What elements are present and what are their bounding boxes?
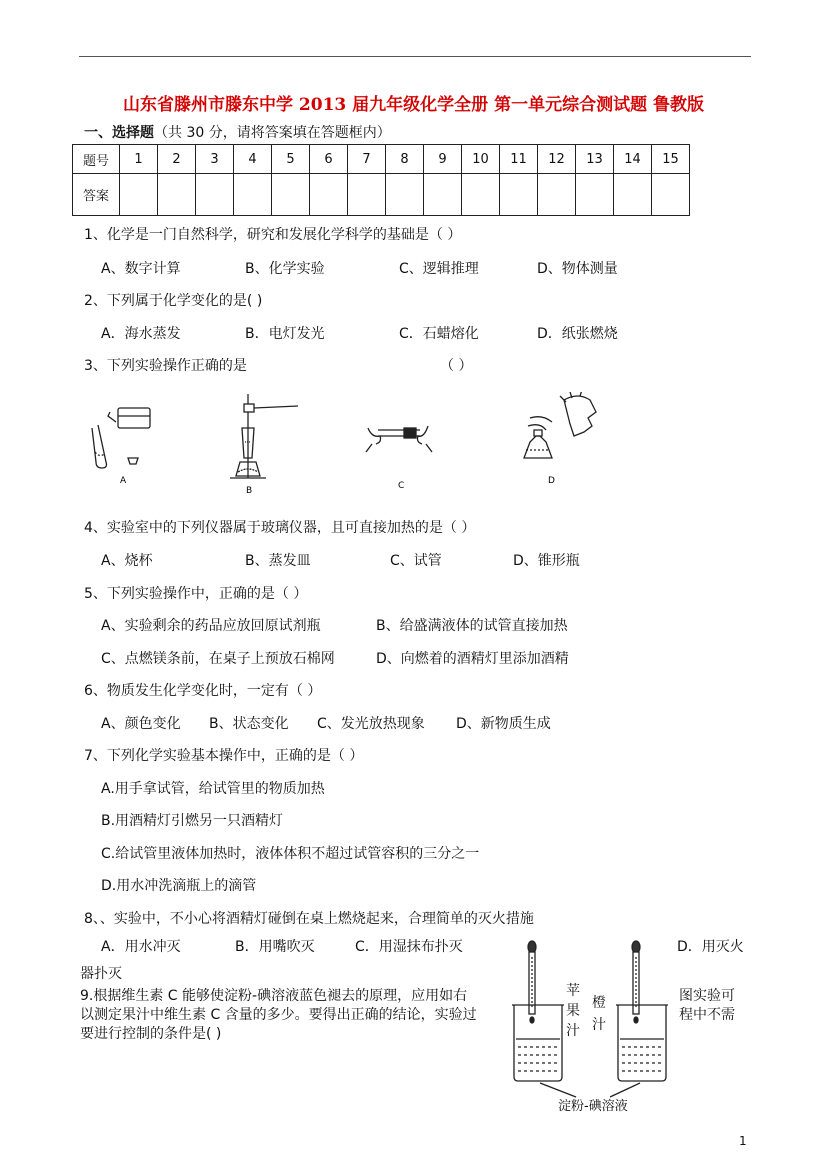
figure-b-illustration <box>230 394 298 478</box>
question-5-option-a: A、实验剩余的药品应放回原试剂瓶 <box>101 618 321 634</box>
question-9-line-3: 要进行控制的条件是( ) <box>80 1026 222 1042</box>
question-5-stem: 5、下列实验操作中，正确的是（ ） <box>84 586 308 602</box>
question-3-stem: 3、下列实验操作正确的是 <box>84 358 247 374</box>
question-3-figures <box>90 392 600 494</box>
question-4-option-b: B、蒸发皿 <box>245 553 311 569</box>
question-8-option-d: D．用灭火 <box>677 939 744 955</box>
answer-cell[interactable] <box>614 174 652 216</box>
table-number-cell: 14 <box>614 145 652 174</box>
starch-iodine-caption: 淀粉-碘溶液 <box>558 1099 628 1114</box>
answer-cell[interactable] <box>310 174 348 216</box>
question-2-stem: 2、下列属于化学变化的是( ) <box>84 293 263 309</box>
answer-cell[interactable] <box>424 174 462 216</box>
table-number-cell: 9 <box>424 145 462 174</box>
figure-a-illustration <box>92 408 150 468</box>
table-number-cell: 10 <box>462 145 500 174</box>
question-9-line-2: 以测定果汁中维生素 C 含量的多少。要得出正确的结论，实验过 <box>80 1007 477 1023</box>
question-5-option-c: C、点燃镁条前，在桌子上预放石棉网 <box>101 651 335 667</box>
question-2-option-c: C．石蜡熔化 <box>399 326 479 342</box>
question-2-option-d: D．纸张燃烧 <box>537 326 618 342</box>
section-heading <box>84 122 391 142</box>
question-9-line-1: 9.根据维生素 C 能够使淀粉-碘溶液蓝色褪去的原理，应用如右 <box>80 988 468 1004</box>
answer-table <box>72 144 690 216</box>
figure-d-illustration <box>524 392 596 458</box>
question-6-option-d: D、新物质生成 <box>456 716 551 732</box>
right-beaker <box>618 1005 666 1081</box>
left-dropper-bulb-icon <box>528 941 536 953</box>
table-number-cell: 8 <box>386 145 424 174</box>
question-9-right-line-2: 程中不需 <box>679 1007 735 1023</box>
question-8-stem: 8、、实验中，不小心将酒精灯碰倒在桌上燃烧起来，合理简单的灭火措施 <box>84 911 534 927</box>
apple-juice-label: 苹果汁 <box>566 983 580 1039</box>
answer-cell[interactable] <box>120 174 158 216</box>
question-8-option-a: A．用水冲灭 <box>101 939 181 955</box>
table-number-cell: 1 <box>120 145 158 174</box>
question-8-option-b: B．用嘴吹灭 <box>235 939 315 955</box>
question-9-figure <box>500 937 680 1122</box>
question-5-option-d: D、向燃着的酒精灯里添加酒精 <box>376 651 569 667</box>
table-number-cell: 4 <box>234 145 272 174</box>
question-1-option-b: B、化学实验 <box>245 261 325 277</box>
question-6-option-a: A、颜色变化 <box>101 716 181 732</box>
answer-cell[interactable] <box>234 174 272 216</box>
figure-c-label: C <box>398 481 405 491</box>
question-5-option-b: B、给盛满液体的试管直接加热 <box>376 618 568 634</box>
right-dropper-bulb-icon <box>632 941 640 953</box>
figure-d-label: D <box>548 476 555 486</box>
table-number-cell: 12 <box>538 145 576 174</box>
question-7-option-b: B.用酒精灯引燃另一只酒精灯 <box>101 813 284 829</box>
answer-cell[interactable] <box>500 174 538 216</box>
answer-cell[interactable] <box>348 174 386 216</box>
answer-cell[interactable] <box>576 174 614 216</box>
answer-table-number-row <box>73 145 690 174</box>
question-7-option-c: C.给试管里液体加热时，液体体积不超过试管容积的三分之一 <box>101 846 480 862</box>
question-4-option-c: C、试管 <box>390 553 442 569</box>
question-3-paren: （ ） <box>440 358 473 374</box>
question-8-option-c: C．用湿抹布扑灭 <box>355 939 463 955</box>
answer-cell[interactable] <box>196 174 234 216</box>
answer-table-answer-row <box>73 174 690 216</box>
orange-juice-label: 橙汁 <box>592 995 606 1033</box>
table-header-cell: 答案 <box>73 174 120 216</box>
question-6-option-c: C、发光放热现象 <box>317 716 425 732</box>
table-header-cell: 题号 <box>73 145 120 174</box>
question-8-option-d-continued: 器扑灭 <box>80 966 122 982</box>
table-number-cell: 2 <box>158 145 196 174</box>
question-9-right-line-1: 图实验可 <box>679 988 735 1004</box>
answer-cell[interactable] <box>158 174 196 216</box>
document-title: 山东省滕州市滕东中学 2013 届九年级化学全册 第一单元综合测试题 鲁教版 <box>123 95 704 115</box>
table-number-cell: 13 <box>576 145 614 174</box>
table-number-cell: 15 <box>652 145 690 174</box>
question-1-stem: 1、化学是一门自然科学，研究和发展化学科学的基础是（ ） <box>84 227 462 243</box>
table-number-cell: 5 <box>272 145 310 174</box>
question-2-option-a: A．海水蒸发 <box>101 326 181 342</box>
figure-c-illustration <box>366 426 432 452</box>
section-label: 一、选择题 <box>84 125 154 141</box>
answer-cell[interactable] <box>386 174 424 216</box>
question-2-option-b: B．电灯发光 <box>245 326 325 342</box>
page-number: 1 <box>739 1134 747 1148</box>
question-4-stem: 4、实验室中的下列仪器属于玻璃仪器，且可直接加热的是（ ） <box>84 520 476 536</box>
question-6-option-b: B、状态变化 <box>209 716 289 732</box>
question-4-option-d: D、锥形瓶 <box>513 553 580 569</box>
left-beaker <box>514 1005 562 1081</box>
question-7-option-d: D.用水冲洗滴瓶上的滴管 <box>101 878 257 894</box>
table-number-cell: 3 <box>196 145 234 174</box>
figure-b-label: B <box>246 486 253 494</box>
table-number-cell: 7 <box>348 145 386 174</box>
question-1-option-d: D、物体测量 <box>537 261 618 277</box>
answer-cell[interactable] <box>462 174 500 216</box>
figure-a-label: A <box>120 476 127 486</box>
answer-cell[interactable] <box>272 174 310 216</box>
question-1-option-a: A、数字计算 <box>101 261 181 277</box>
table-number-cell: 6 <box>310 145 348 174</box>
section-note: （共 30 分，请将答案填在答题框内） <box>154 125 391 141</box>
question-7-option-a: A.用手拿试管，给试管里的物质加热 <box>101 781 325 797</box>
header-rule <box>79 56 751 57</box>
question-1-option-c: C、逻辑推理 <box>399 261 479 277</box>
answer-cell[interactable] <box>652 174 690 216</box>
answer-cell[interactable] <box>538 174 576 216</box>
question-6-stem: 6、物质发生化学变化时，一定有（ ） <box>84 683 322 699</box>
question-7-stem: 7、下列化学实验基本操作中，正确的是（ ） <box>84 748 364 764</box>
question-4-option-a: A、烧杯 <box>101 553 153 569</box>
table-number-cell: 11 <box>500 145 538 174</box>
